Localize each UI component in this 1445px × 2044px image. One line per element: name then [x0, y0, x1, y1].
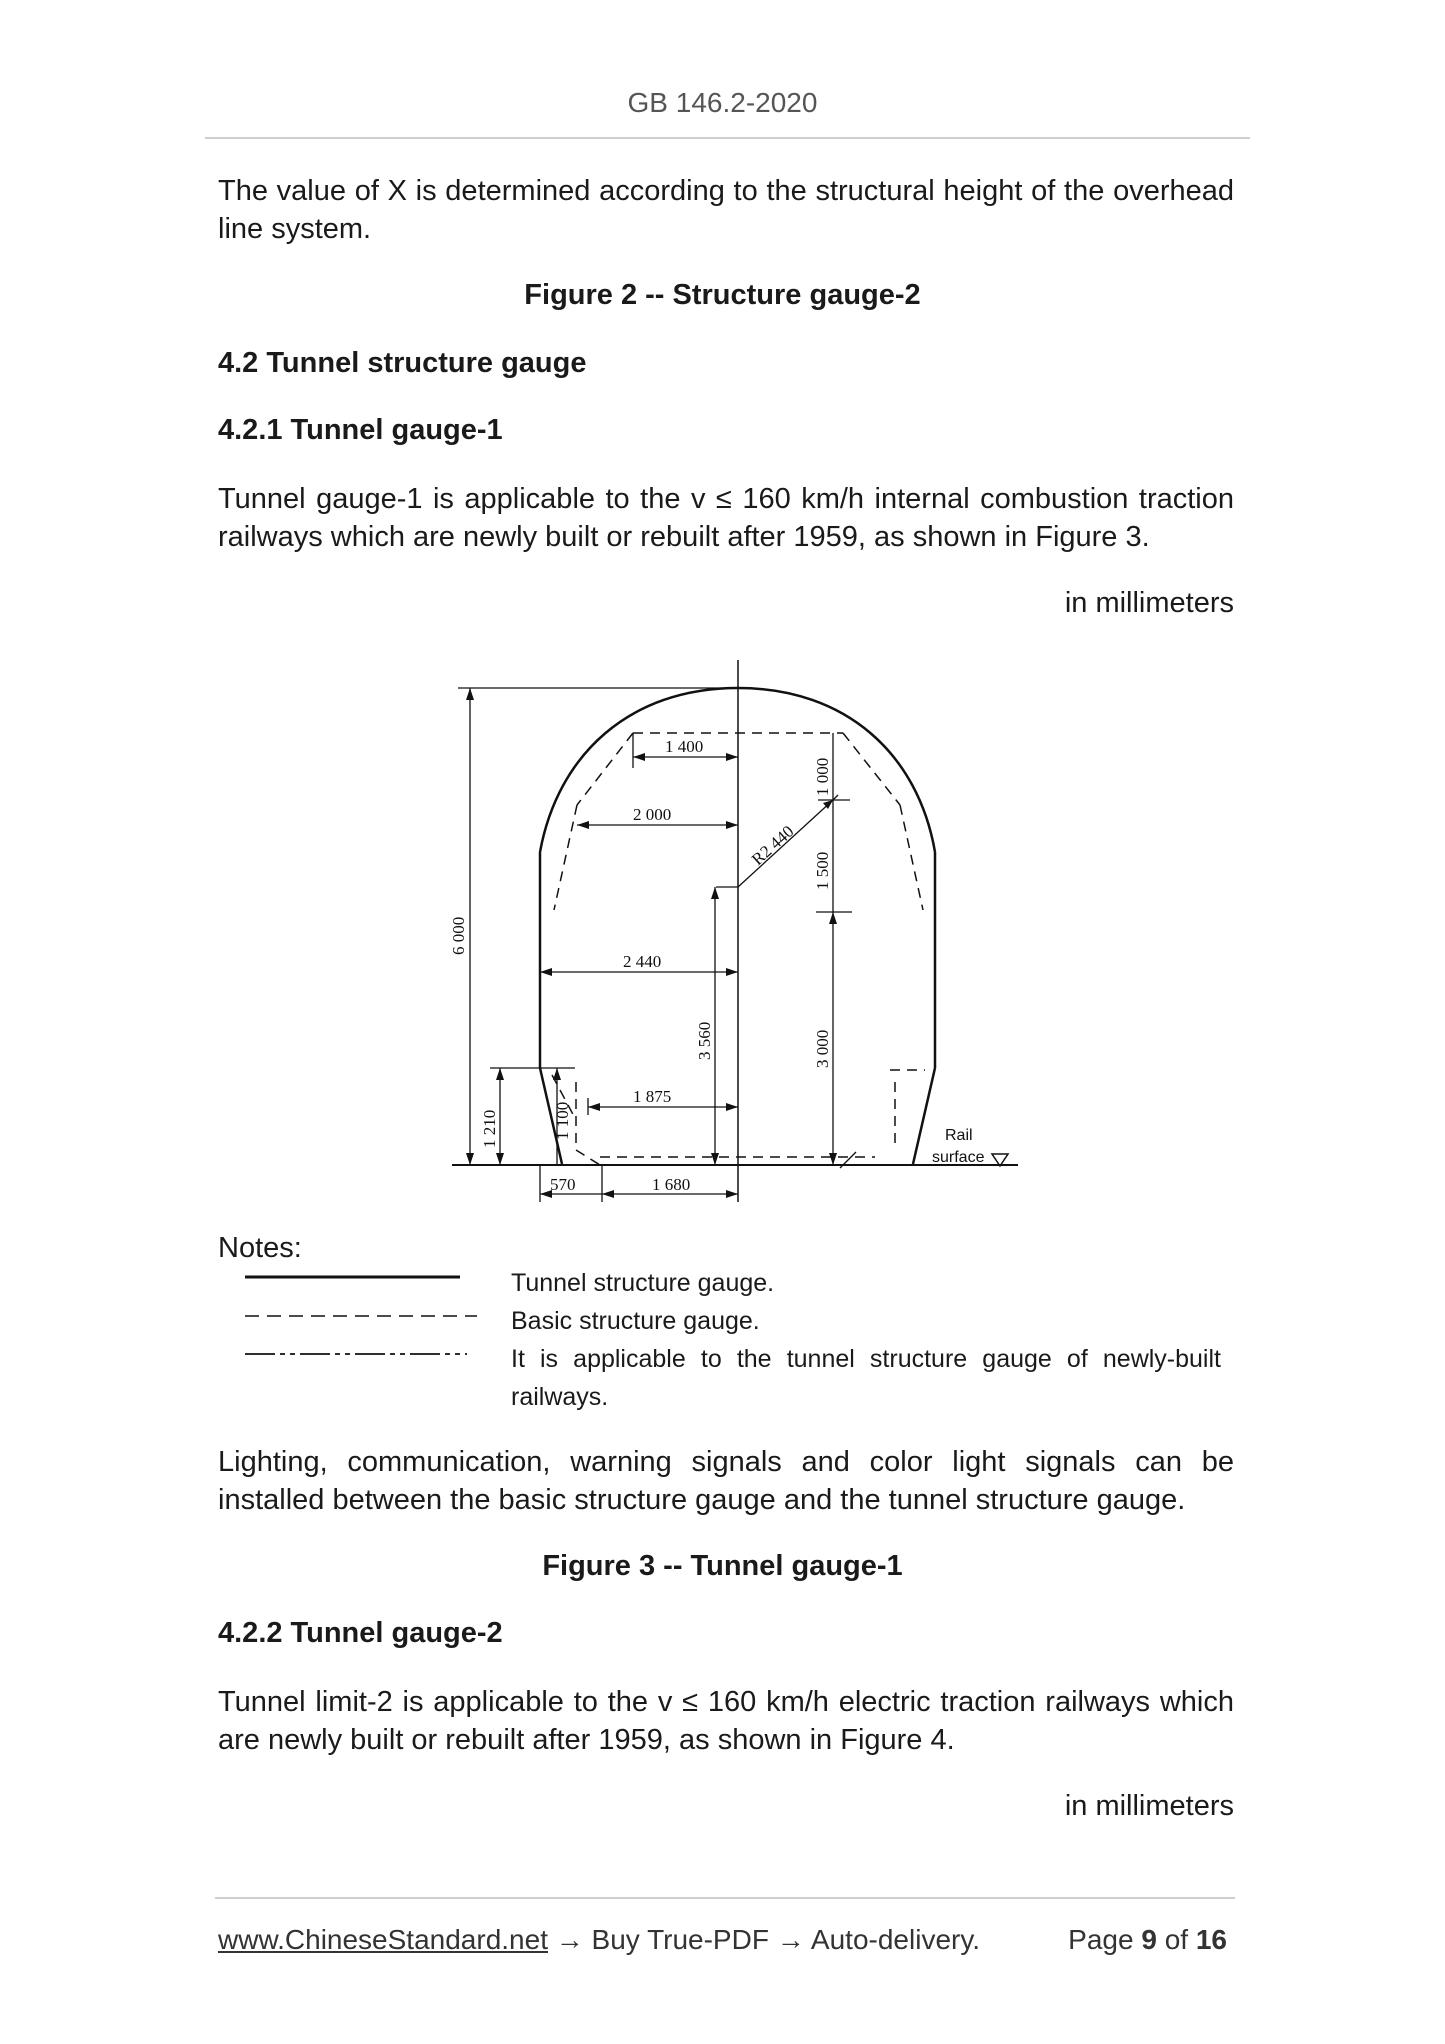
heading-4-2-1: 4.2.1 Tunnel gauge-1 [218, 414, 503, 446]
dim-1210-label: 1 210 [480, 1109, 499, 1148]
note-legend-solid [245, 1272, 465, 1282]
figure-2-caption: Figure 2 -- Structure gauge-2 [524, 279, 921, 311]
unit-label-1: in millimeters [1064, 587, 1234, 619]
dim-1875-label: 1 875 [633, 1087, 672, 1106]
paragraph-lighting: Lighting, communication, warning signals and color light signals can be installed between the basic structure gauge and the tunnel structure gauge. [218, 1446, 1234, 1516]
figure-3-caption: Figure 3 -- Tunnel gauge-1 [542, 1550, 903, 1582]
page-number: 9 [1141, 1924, 1157, 1955]
page-total: 16 [1195, 1924, 1227, 1955]
surface-label: surface [932, 1149, 985, 1166]
note-1-text: Tunnel structure gauge. [511, 1269, 775, 1297]
note-2-text: Basic structure gauge. [511, 1307, 760, 1335]
radius-2440-label: R2 440 [747, 821, 798, 869]
dim-1500-label: 1 500 [813, 851, 832, 890]
note-legend-dash-dot [245, 1349, 470, 1359]
dim-3000-label: 3 000 [813, 1029, 832, 1068]
footer-rule [215, 1897, 1235, 1899]
dim-1400-label: 1 400 [665, 737, 704, 756]
of-word: of [1164, 1924, 1189, 1955]
page-indicator [1068, 1924, 1227, 1956]
dim-570-label: 570 [550, 1175, 576, 1194]
dim-2000-label: 2 000 [633, 805, 672, 824]
dim-6000-label: 6 000 [449, 916, 468, 955]
paragraph-x-value: The value of X is determined according to the structural height of the overhead line system. [218, 175, 1234, 245]
dim-1000-label: 1 000 [813, 757, 832, 796]
paragraph-tunnel-gauge-1: Tunnel gauge-1 is applicable to the v ≤ 160 km/h internal combustion traction railways which are newly built or rebuilt after 1959, as shown in Figure 3. [218, 483, 1234, 553]
dim-1680-label: 1 680 [652, 1175, 691, 1194]
heading-4-2-2: 4.2.2 Tunnel gauge-2 [218, 1617, 503, 1649]
footer-tail-text: → Buy True-PDF → Auto-delivery. [547, 1924, 981, 1955]
paragraph-tunnel-gauge-2: Tunnel limit-2 is applicable to the v ≤ 160 km/h electric traction railways which are newly built or rebuilt after 1959, as shown in Figure 4. [218, 1686, 1234, 1756]
dim-3560-label: 3 560 [695, 1021, 714, 1060]
dim-1100-label: 1 100 [553, 1101, 572, 1140]
notes-title: Notes: [218, 1232, 302, 1264]
page-word: Page [1068, 1924, 1134, 1955]
tunnel-gauge-figure [440, 650, 1040, 1220]
footer-links [218, 1924, 980, 1956]
note-legend-dashed [245, 1311, 480, 1321]
note-3-text: It is applicable to the tunnel structure gauge of newly-built railways. [511, 1345, 1221, 1411]
dimension-lines [458, 688, 856, 1202]
heading-4-2: 4.2 Tunnel structure gauge [218, 347, 587, 379]
document-id-header: GB 146.2-2020 [627, 87, 818, 118]
unit-label-2: in millimeters [1064, 1790, 1234, 1822]
rail-label: Rail [945, 1127, 973, 1144]
dim-2440-label: 2 440 [623, 952, 662, 971]
header-rule [205, 137, 1250, 139]
website-link[interactable]: www.ChineseStandard.net [218, 1924, 548, 1955]
dimension-arrows [466, 688, 837, 1198]
